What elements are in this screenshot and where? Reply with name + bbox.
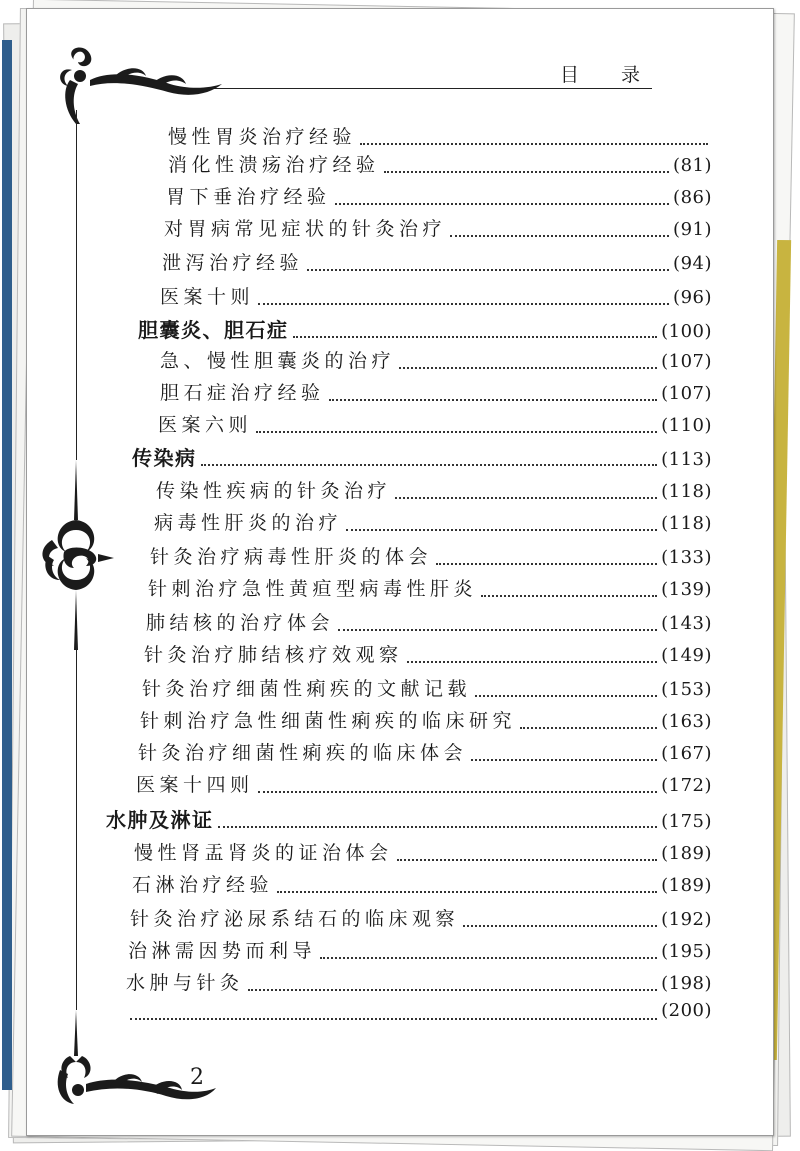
toc-leader-dots [346, 529, 657, 531]
toc-leader-dots [277, 891, 657, 893]
toc-entry-title: 水肿与针灸 [126, 972, 244, 994]
toc-entry-page: (139) [661, 579, 712, 600]
toc-entry-title: 医案六则 [158, 414, 253, 436]
toc-leader-dots [520, 727, 657, 729]
side-scroll-ornament-icon [38, 460, 118, 650]
toc-entry-title: 针刺治疗急性细菌性痢疾的临床研究 [140, 710, 517, 732]
toc-entry[interactable] [160, 346, 712, 373]
toc-entry-page: (113) [661, 449, 712, 470]
toc-entry[interactable] [150, 542, 712, 569]
toc-leader-dots [258, 791, 658, 793]
toc-entry-page: (200) [661, 1000, 712, 1021]
toc-leader-dots [130, 1018, 657, 1020]
toc-entry-title: 水肿及淋证 [106, 808, 214, 832]
book-page [26, 8, 774, 1136]
toc-entry-page: (107) [661, 351, 712, 372]
toc-entry-page: (133) [661, 547, 712, 568]
toc-entry-title: 胃下垂治疗经验 [166, 186, 331, 208]
toc-entry-page: (198) [661, 973, 712, 994]
toc-leader-dots [399, 367, 657, 369]
page-number: 2 [190, 1065, 204, 1090]
toc-entry-page: (86) [673, 187, 712, 208]
toc-entry[interactable] [146, 608, 712, 635]
toc-entry-title: 传染性疾病的针灸治疗 [156, 480, 392, 502]
toc-entry[interactable] [154, 508, 712, 535]
toc-entry-title: 针灸治疗肺结核疗效观察 [144, 644, 403, 666]
toc-entry[interactable] [138, 738, 712, 765]
toc-leader-dots [436, 563, 657, 565]
toc-entry[interactable] [140, 706, 712, 733]
toc-entry-title: 医案十则 [160, 286, 255, 308]
toc-leader-dots [293, 336, 658, 338]
toc-leader-dots [395, 497, 657, 499]
toc-leader-dots [471, 759, 657, 761]
toc-entry-title: 病毒性肝炎的治疗 [154, 512, 343, 534]
toc-leader-dots [450, 235, 669, 237]
toc-entry-page: (107) [661, 383, 712, 404]
toc-entry-title: 对胃病常见症状的针灸治疗 [164, 218, 447, 240]
toc-entry-page: (81) [673, 155, 712, 176]
toc-entry-title: 针灸治疗泌尿系结石的临床观察 [130, 908, 460, 930]
toc-entry[interactable] [126, 1000, 712, 1021]
toc-entry-page: (189) [661, 843, 712, 864]
header-title: 目 录 [560, 64, 659, 86]
toc-entry-page: (118) [661, 481, 712, 502]
toc-entry[interactable] [106, 804, 712, 833]
toc-entry-page: (118) [661, 513, 712, 534]
vertical-rule [76, 640, 77, 1010]
toc-leader-dots [248, 989, 658, 991]
toc-leader-dots [258, 303, 669, 305]
toc-entry[interactable] [142, 674, 712, 701]
toc-entry[interactable] [132, 442, 712, 471]
toc-entry[interactable] [162, 248, 712, 275]
toc-entry-title: 石淋治疗经验 [132, 874, 274, 896]
toc-entry[interactable] [156, 476, 712, 503]
toc-entry-page: (100) [661, 321, 712, 342]
toc-leader-dots [218, 826, 658, 828]
toc-entry-page: (143) [661, 613, 712, 634]
toc-entry-title: 急、慢性胆囊炎的治疗 [160, 350, 396, 372]
toc-entry-title: 传染病 [132, 446, 197, 470]
toc-leader-dots [338, 629, 657, 631]
toc-leader-dots [384, 171, 670, 173]
toc-leader-dots [481, 595, 657, 597]
toc-leader-dots [335, 203, 670, 205]
toc-entry[interactable] [138, 314, 712, 343]
toc-leader-dots [320, 957, 657, 959]
toc-leader-dots [256, 431, 657, 433]
toc-entry-title: 医案十四则 [136, 774, 254, 796]
toc-entry-title: 慢性肾盂肾炎的证治体会 [134, 842, 393, 864]
toc-entry-title: 胆石症治疗经验 [160, 382, 325, 404]
toc-entry-title: 治淋需因势而利导 [128, 940, 317, 962]
toc-entry-title: 针灸治疗细菌性痢疾的文献记载 [142, 678, 472, 700]
toc-leader-dots [397, 859, 658, 861]
toc-entry-title: 胆囊炎、胆石症 [138, 318, 289, 342]
toc-entry[interactable] [132, 870, 712, 897]
toc-entry-page: (172) [661, 775, 712, 796]
toc-entry-page: (175) [661, 811, 712, 832]
toc-entry-page: (163) [661, 711, 712, 732]
toc-entry[interactable] [134, 838, 712, 865]
toc-entry[interactable] [168, 150, 712, 177]
toc-entry-page: (192) [661, 909, 712, 930]
toc-entry-page: (153) [661, 679, 712, 700]
toc-entry[interactable] [136, 770, 712, 797]
header-rule [186, 88, 652, 89]
toc-entry[interactable] [166, 182, 712, 209]
toc-entry-page: (167) [661, 743, 712, 764]
toc-entry-page: (96) [673, 287, 712, 308]
toc-entry-page: (91) [673, 219, 712, 240]
toc-leader-dots [307, 269, 669, 271]
toc-leader-dots [407, 661, 658, 663]
toc-entry-title: 消化性溃疡治疗经验 [168, 154, 380, 176]
toc-leader-dots [329, 399, 658, 401]
corner-scroll-ornament-icon [50, 40, 230, 130]
toc-entry[interactable] [148, 574, 712, 601]
toc-leader-dots [360, 143, 708, 145]
toc-entry[interactable] [130, 904, 712, 931]
toc-entry-title: 慢性胃炎治疗经验 [168, 126, 357, 148]
toc-entry-title: 针灸治疗细菌性痢疾的临床体会 [138, 742, 468, 764]
toc-entry-page: (110) [661, 415, 712, 436]
toc-entry-page: (189) [661, 875, 712, 896]
toc-entry-title: 针刺治疗急性黄疸型病毒性肝炎 [148, 578, 478, 600]
toc-entry[interactable] [158, 410, 712, 437]
vertical-rule [76, 110, 77, 460]
toc-leader-dots [463, 925, 657, 927]
toc-entry[interactable] [160, 282, 712, 309]
toc-entry[interactable] [160, 378, 712, 405]
toc-entry-page: (149) [661, 645, 712, 666]
toc-leader-dots [201, 464, 658, 466]
toc-entry[interactable] [164, 214, 712, 241]
toc-entry-title: 针灸治疗病毒性肝炎的体会 [150, 546, 433, 568]
toc-entry-page: (94) [673, 253, 712, 274]
toc-entry[interactable] [168, 122, 712, 149]
toc-entry-page: (195) [661, 941, 712, 962]
page-edge-blue [2, 40, 12, 1090]
toc-leader-dots [475, 695, 657, 697]
corner-scroll-ornament-icon [30, 1010, 220, 1110]
toc-entry-title: 肺结核的治疗体会 [146, 612, 335, 634]
toc-entry[interactable] [144, 640, 712, 667]
toc-entry[interactable] [126, 968, 712, 995]
toc-entry[interactable] [128, 936, 712, 963]
toc-entry-title: 泄泻治疗经验 [162, 252, 304, 274]
